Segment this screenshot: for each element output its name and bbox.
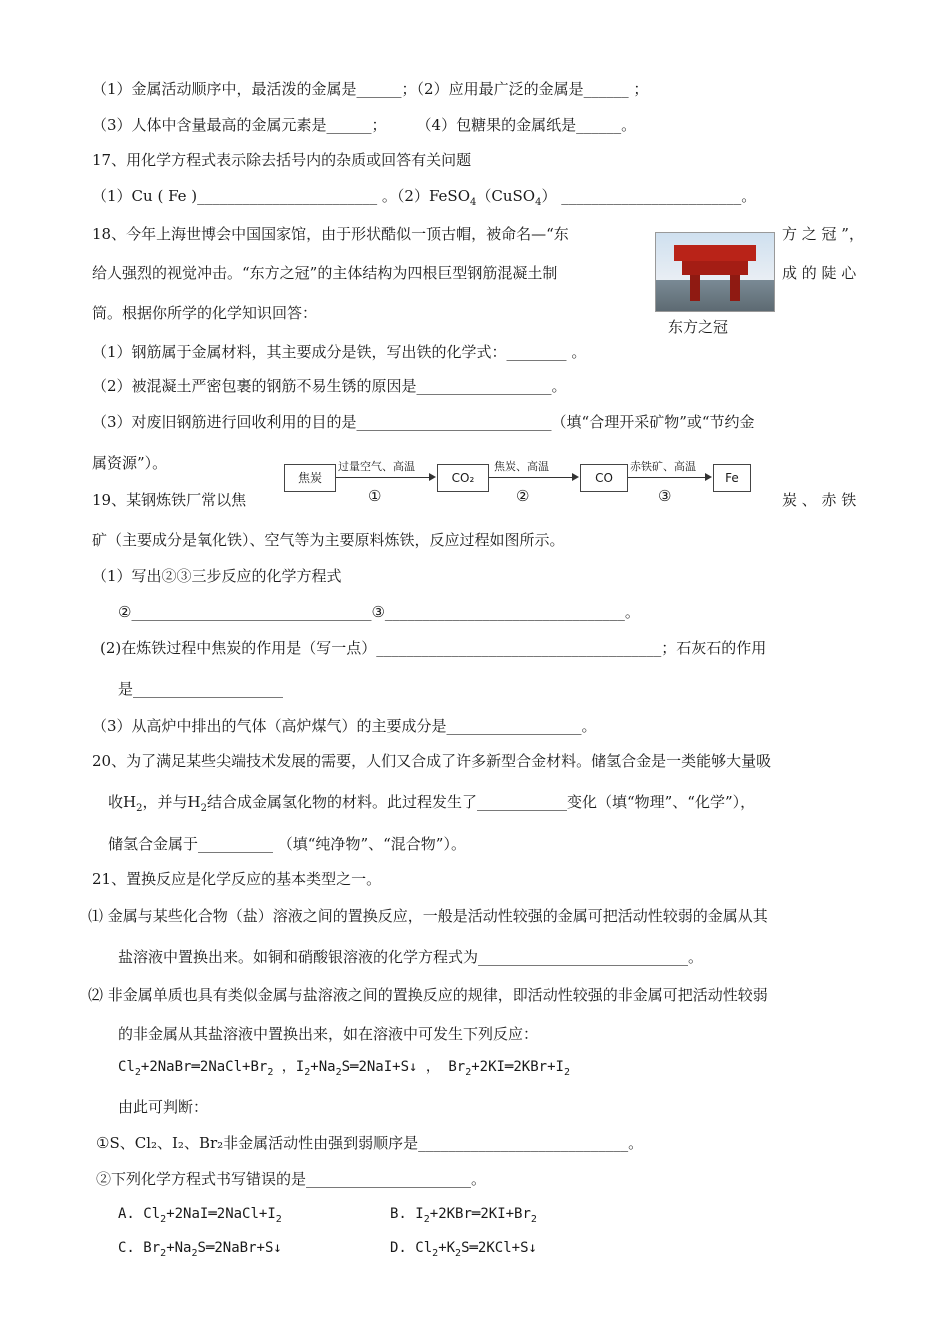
flow-step-2: ②	[516, 487, 530, 505]
china-pavilion-photo	[655, 232, 775, 312]
flow-arrow-3	[628, 477, 710, 478]
text-line-l7: 筒。根据你所学的化学知识回答：	[92, 304, 318, 322]
text-line-l17: 是____________________	[118, 680, 284, 698]
text-line-l3: 17、用化学方程式表示除去括号内的杂质或回答有关问题	[92, 151, 472, 169]
flow-arrow-1	[336, 477, 434, 478]
flow-condition-2: 焦炭、高温	[494, 460, 549, 473]
text-line-l28: 由此可判断：	[118, 1098, 209, 1116]
reaction-examples: $Cl_2+2NaBr═2NaCl+Br_2$ ，$I_2+Na_2S═2NaI+S↓$ ， $Br_2+2KI═2KBr+I_2$	[118, 1059, 570, 1078]
flow-box-co2: CO₂	[437, 464, 489, 492]
text-line-l5: 18、今年上海世博会中国国家馆，由于形状酷似一顶古帽，被命名—“东	[92, 225, 569, 243]
text-line-l23: ⑴ 金属与某些化合物（盐）溶液之间的置换反应，一般是活动性较强的金属可把活动性较弱的金属从其	[88, 907, 768, 925]
text-line-l29: ①S、Cl₂、I₂、Br₂非金属活动性由强到弱顺序是____________________________。	[96, 1134, 644, 1152]
flow-condition-1: 过量空气、高温	[338, 460, 415, 473]
flow-box-fe: Fe	[713, 464, 751, 492]
option-d: D. $Cl_2+K_2S═2KCl+S↓$	[390, 1240, 537, 1259]
flow-arrow-2	[489, 477, 577, 478]
flow-step-3: ③	[658, 487, 672, 505]
text-line-l25: ⑵ 非金属单质也具有类似金属与盐溶液之间的置换反应的规律，即活动性较强的非金属可把活动性较弱	[88, 986, 768, 1004]
q17-line: （1）Cu ( Fe )________________________ 。（2）FeSO$_4$（CuSO$_4$） ________________________。	[92, 187, 757, 208]
flow-condition-3: 赤铁矿、高温	[630, 460, 696, 473]
text-line-l13: 矿（主要成分是氧化铁）、空气等为主要原料炼铁，反应过程如图所示。	[92, 531, 565, 549]
flow-box-coke: 焦炭	[284, 464, 336, 492]
text-line-l9: （2）被混凝土严密包裹的钢筋不易生锈的原因是__________________。	[92, 377, 567, 395]
text-line-l12: 19、某钢炼铁厂常以焦	[92, 491, 247, 509]
flow-step-1: ①	[368, 487, 382, 505]
option-a: A. $Cl_2+2NaI═2NaCl+I_2$	[118, 1206, 282, 1225]
ironmaking-flow-diagram	[280, 458, 750, 510]
q20-line2: 收$H_2$，并与$H_2$结合成金属氢化物的材料。此过程发生了____________变化（填“物理”、“化学”），	[108, 793, 756, 814]
text-line-l18: （3）从高炉中排出的气体（高炉煤气）的主要成分是__________________。	[92, 717, 597, 735]
text-line-l26: 的非金属从其盐溶液中置换出来，如在溶液中可发生下列反应：	[118, 1025, 539, 1043]
text-line-l1: （1）金属活动顺序中，最活泼的金属是______；（2）应用最广泛的金属是______ ；	[92, 80, 649, 98]
text-line-l24: 盐溶液中置换出来。如铜和硝酸银溶液的化学方程式为____________________________。	[118, 948, 704, 966]
text-line-l21: 储氢合金属于__________ （填“纯净物”、“混合物”）。	[108, 835, 466, 853]
text-line-l5b: 方 之 冠 ”，	[782, 225, 864, 243]
option-b: B. $I_2+2KBr═2KI+Br_2$	[390, 1206, 537, 1225]
text-line-l11: 属资源”）。	[92, 454, 168, 472]
text-line-l8: （1）钢筋属于金属材料，其主要成分是铁，写出铁的化学式：________ 。	[92, 343, 587, 361]
text-line-l14: （1）写出②③三步反应的化学方程式	[92, 567, 342, 585]
photo-caption: 东方之冠	[668, 318, 729, 336]
text-line-l2: （3）人体中含量最高的金属元素是______； （4）包糖果的金属纸是______。	[92, 116, 637, 134]
text-line-l12b: 炭 、 赤 铁	[782, 491, 857, 509]
option-c: C. $Br_2+Na_2S═2NaBr+S↓$	[118, 1240, 282, 1259]
text-line-l19: 20、为了满足某些尖端技术发展的需要，人们又合成了许多新型合金材料。储氢合金是一类能够大量吸	[92, 752, 772, 770]
text-line-l30: ②下列化学方程式书写错误的是______________________。	[96, 1170, 487, 1188]
flow-box-co: CO	[580, 464, 628, 492]
text-line-l16: (2)在炼铁过程中焦炭的作用是（写一点）______________________________________；石灰石的作用	[100, 639, 767, 657]
text-line-l6b: 成 的 陡 心	[782, 264, 857, 282]
text-line-l6: 给人强烈的视觉冲击。“东方之冠”的主体结构为四根巨型钢筋混凝土制	[92, 264, 558, 282]
text-line-l22: 21、置换反应是化学反应的基本类型之一。	[92, 870, 382, 888]
text-line-l15: ②________________________________③________________________________。	[118, 603, 640, 621]
text-line-l10: （3）对废旧钢筋进行回收利用的目的是__________________________（填“合理开采矿物”或“节约金	[92, 413, 755, 431]
